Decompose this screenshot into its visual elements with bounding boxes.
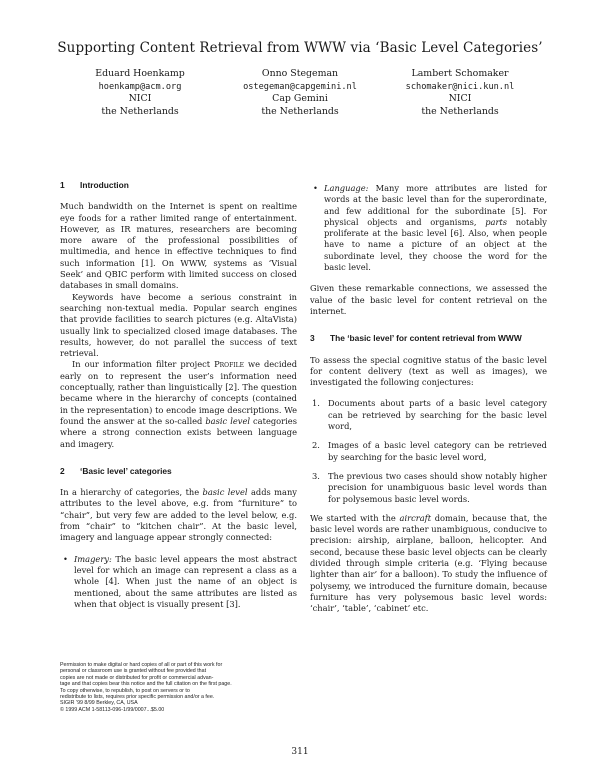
author-country: the Netherlands [101,105,179,117]
author-org: NICI [448,93,472,104]
paper-title: Supporting Content Retrieval from WWW via ‘Basic Level Categories’ [57,40,543,56]
bullet-list [310,183,547,273]
section-heading-introduction: 1 Introduction [60,180,129,190]
author-name: Eduard Hoenkamp [95,68,185,79]
paragraph: Much bandwidth on the Internet is spent on realtime eye foods for a rather limited range of entertainment. However, as IR matures, researchers are becoming more aware of the professional possibilities of multimedia, and hence in effective techniques to find such information [1]. On WWW, systems as ‘Visual Seek’ and QBIC perform with limited success on closed databases in small domains. [60,201,297,291]
left-column [60,180,297,610]
author-name: Onno Stegeman [261,68,339,79]
author-email[interactable]: schomaker@nici.kun.nl [405,81,515,92]
author-email[interactable]: ostegeman@capgemini.nl [243,81,357,92]
author-1 [60,68,220,118]
author-block [60,68,540,118]
bullet-list [60,554,297,610]
list-item: • Imagery: The basic level appears the most abstract level for which an image can represent a class as a whole [4]. When just the name of an object is mentioned, about the same attributes are listed as when that object is visually present [3]. [74,554,297,610]
paragraph: Given these remarkable connections, we assessed the value of the basic level for content retrieval on the internet. [310,283,547,316]
paragraph: Keywords have become a serious constraint in searching non-textual media. Popular search engines that provide facilities to search pictures (e.g. AltaVista) usually link to specialized closed image databases. The results, however, do not parallel the success of text retrieval. [60,291,297,359]
author-2 [220,68,380,118]
author-org: Cap Gemini [272,93,328,104]
author-name: Lambert Schomaker [411,68,509,79]
list-item: 1. Documents about parts of a basic level category can be retrieved by searching for the basic level word, [312,398,547,432]
section-heading-basic-level: 2 ‘Basic level’ categories [60,465,172,476]
list-item: 3. The previous two cases should show notably higher precision for unambiguous basic level words than for polysemous basic level words. [312,470,547,504]
paragraph: To assess the special cognitive status of the basic level for content delivery (text as well as images), we investigated the following conjectures: [310,354,547,388]
author-3 [380,68,540,118]
section-heading-content-retrieval: 3 The ‘basic level’ for content retrieval from WWW [310,333,522,344]
paragraph: We started with the aircraft domain, because that, the basic level words are rather unambiguous, conducive to precision: airship, airplane, balloon, helicopter. And second, because these basic level objects can be clearly divided through simple criteria (e.g. ‘Flying because lighter than air’ for a balloon). To study the influence of polysemy, we introduced the furniture domain, because furniture has very polysemous basic level words: ‘chair’, ‘table’, ‘cabinet’ etc. [310,512,547,614]
list-item: • Language: Many more attributes are listed for words at the basic level than for the superordinate, and few additional for the subordinate [5]. For physical objects and organisms, parts notably proliferate at the basic level [6]. Also, when people have to name a picture of an object at the subordinate level, they choose the word for the basic level. [324,183,547,273]
conjecture-list [310,398,547,504]
paragraph: In our information filter project Profile we decided early on to represent the user’s information need conceptually, rather than linguistically [2]. The question became where in the hierarchy of concepts (contained in the representation) to encode image descriptions. We found the answer at the so-called basic level categories where a strong connection exists between language and imagery. [60,359,298,449]
list-item: 2. Images of a basic level category can be retrieved by searching for the basic level word, [312,440,547,462]
paragraph: In a hierarchy of categories, the basic level adds many attributes to the level above, e.g. from “furniture” to “chair”, but very few are added to the level below, e.g. from “chair” to “kitchen chair”. At the basic level, imagery and language appear strongly connected: [60,487,297,543]
permission-notice: Permission to make digital or hard copies of all or part of this work for personal or classroom use is granted without fee provided that copies are not made or distributed for profit or commercial advan- tage and that copies bear this notice and the full citation on the first page. To copy otherwise, to republish, to post on servers or to redistribute to lists, requires prior specific permission and/or a fee. SIGIR ’99 8/99 Berkley, CA, USA © 1999 ACM 1-58113-096-1/99/0007...$5.00 [60,662,232,713]
author-org: NICI [128,93,152,104]
right-column [310,183,547,615]
page-number: 311 [291,747,309,757]
author-country: the Netherlands [261,105,339,117]
author-email[interactable]: hoenkamp@acm.org [98,81,182,92]
author-country: the Netherlands [421,105,499,117]
